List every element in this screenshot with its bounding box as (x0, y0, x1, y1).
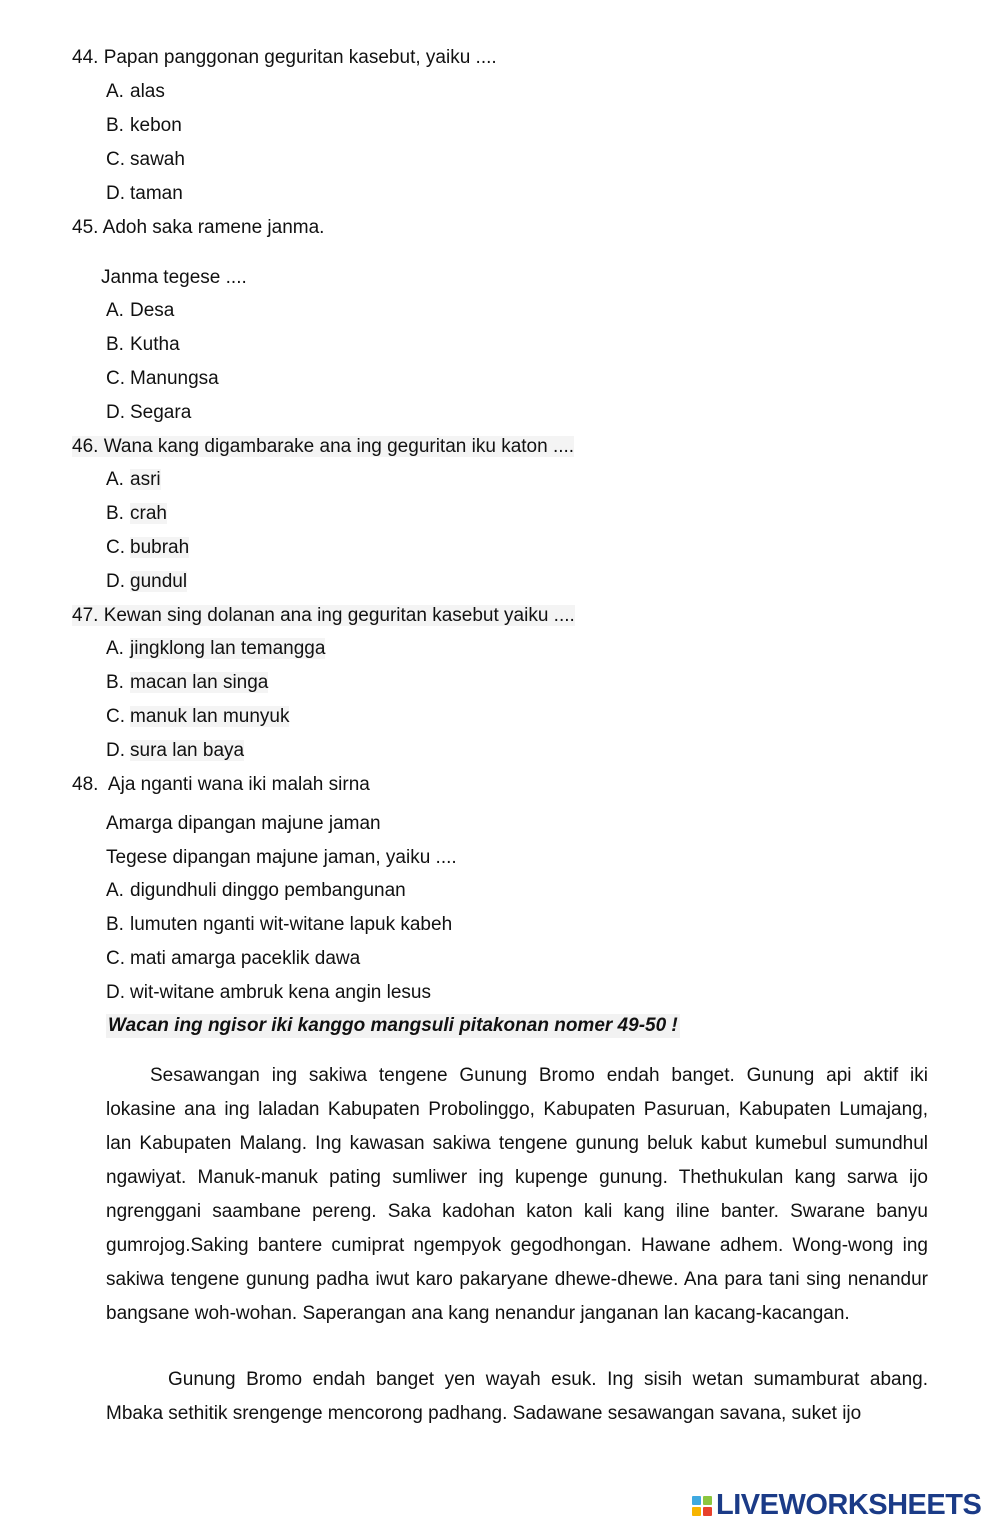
question-46 (72, 435, 574, 459)
option-46-b[interactable] (106, 502, 167, 526)
option-text: bubrah (130, 537, 190, 558)
option-letter: C. (106, 948, 125, 969)
option-letter: C. (106, 368, 125, 389)
option-text: crah (130, 503, 167, 524)
option-text: manuk lan munyuk (130, 706, 290, 727)
option-letter: B. (106, 115, 124, 136)
option-45-d[interactable] (106, 401, 191, 425)
option-text: sawah (130, 149, 185, 170)
option-letter: C. (106, 149, 125, 170)
option-44-c[interactable] (106, 148, 185, 172)
option-47-d[interactable] (106, 739, 244, 763)
option-text: kebon (130, 115, 182, 136)
option-letter: A. (106, 469, 124, 490)
option-text: mati amarga paceklik dawa (130, 948, 361, 969)
option-letter: B. (106, 503, 124, 524)
question-48-sub: Amarga dipangan majune jaman (106, 813, 381, 834)
question-45-sub: Janma tegese .... (101, 267, 247, 288)
option-letter: A. (106, 880, 124, 901)
option-letter: D. (106, 982, 125, 1003)
option-46-d[interactable] (106, 570, 187, 594)
option-48-a[interactable] (106, 879, 406, 903)
option-48-c[interactable] (106, 947, 360, 971)
option-text: taman (130, 183, 183, 204)
option-48-d[interactable] (106, 981, 431, 1005)
option-44-a[interactable] (106, 80, 165, 104)
reading-instruction: Wacan ing ngisor iki kanggo mangsuli pitakonan nomer 49-50 ! (108, 1015, 678, 1036)
option-text: alas (130, 81, 165, 102)
option-text: Manungsa (130, 368, 219, 389)
question-48: 48. Aja nganti wana iki malah sirna (72, 774, 370, 795)
question-47-text: 47. Kewan sing dolanan ana ing geguritan kasebut yaiku .... (72, 605, 575, 626)
logo-text: LIVEWORKSHEETS (716, 1489, 982, 1521)
option-letter: B. (106, 672, 124, 693)
option-text: wit-witane ambruk kena angin lesus (130, 982, 431, 1003)
option-letter: D. (106, 571, 125, 592)
option-text: Kutha (130, 334, 180, 355)
option-letter: C. (106, 537, 125, 558)
option-47-b[interactable] (106, 671, 268, 695)
question-47 (72, 604, 575, 628)
option-letter: C. (106, 706, 125, 727)
question-45: 45. Adoh saka ramene janma. (72, 217, 325, 238)
option-45-a[interactable] (106, 299, 174, 323)
option-letter: A. (106, 638, 124, 659)
option-letter: A. (106, 81, 124, 102)
option-letter: D. (106, 740, 125, 761)
option-48-b[interactable] (106, 913, 452, 937)
option-letter: B. (106, 914, 124, 935)
logo-square (703, 1507, 712, 1516)
option-text: lumuten nganti wit-witane lapuk kabeh (130, 914, 453, 935)
option-text: Segara (130, 402, 192, 423)
option-text: jingklong lan temangga (130, 638, 326, 659)
question-44: 44. Papan panggonan geguritan kasebut, yaiku .... (72, 47, 497, 68)
option-letter: D. (106, 402, 125, 423)
option-letter: B. (106, 334, 124, 355)
option-44-b[interactable] (106, 114, 182, 138)
question-48-sub2: Tegese dipangan majune jaman, yaiku .... (106, 847, 457, 868)
option-45-c[interactable] (106, 367, 219, 391)
logo-grid-icon (692, 1496, 712, 1516)
option-47-c[interactable] (106, 705, 289, 729)
option-text: digundhuli dinggo pembangunan (130, 880, 406, 901)
logo-square (703, 1496, 712, 1505)
option-text: Desa (130, 300, 175, 321)
option-letter: D. (106, 183, 125, 204)
option-text: gundul (130, 571, 188, 592)
logo-square (692, 1507, 701, 1516)
option-46-c[interactable] (106, 536, 189, 560)
option-letter: A. (106, 300, 124, 321)
option-47-a[interactable] (106, 637, 325, 661)
liveworksheets-logo (692, 1489, 981, 1522)
option-46-a[interactable] (106, 468, 161, 492)
option-45-b[interactable] (106, 333, 180, 357)
option-text: sura lan baya (130, 740, 245, 761)
logo-square (692, 1496, 701, 1505)
option-44-d[interactable] (106, 182, 183, 206)
question-46-text: 46. Wana kang digambarake ana ing geguritan iku katon .... (72, 436, 575, 457)
passage-paragraph-2: Gunung Bromo endah banget yen wayah esuk. Ing sisih wetan sumamburat abang. Mbaka sethitik srengenge mencorong padhang. Sadawane sesawangan savana, suket ijo (106, 1369, 928, 1424)
option-text: macan lan singa (130, 672, 269, 693)
passage-paragraph-1: Sesawangan ing sakiwa tengene Gunung Bromo endah banget. Gunung api aktif iki lokasine ana ing laladan Kabupaten Probolinggo, Kabupaten Pasuruan, Kabupaten Lumajang, lan Kabupaten Malang. Ing kawasan sakiwa tengene gunung beluk kabut kumebul sumundhul ngawiyat. Manuk-manuk pating sumliwer ing kupenge gunung. Thethukulan kang sarwa ijo ngrenggani saambane pereng. Saka kadohan katon kali kang iline banter. Swarane banyu gumrojog.Saking bantere cumiprat ngempyok gegodhongan. Hawane adhem. Wong-wong ing sakiwa tengene gunung padha iwut karo pakaryane dhewe-dhewe. Ana para tani sing nenandur bangsane woh-wohan. Saperangan ana kang nenandur janganan lan kacang-kacangan. (106, 1065, 928, 1324)
option-text: asri (130, 469, 161, 490)
